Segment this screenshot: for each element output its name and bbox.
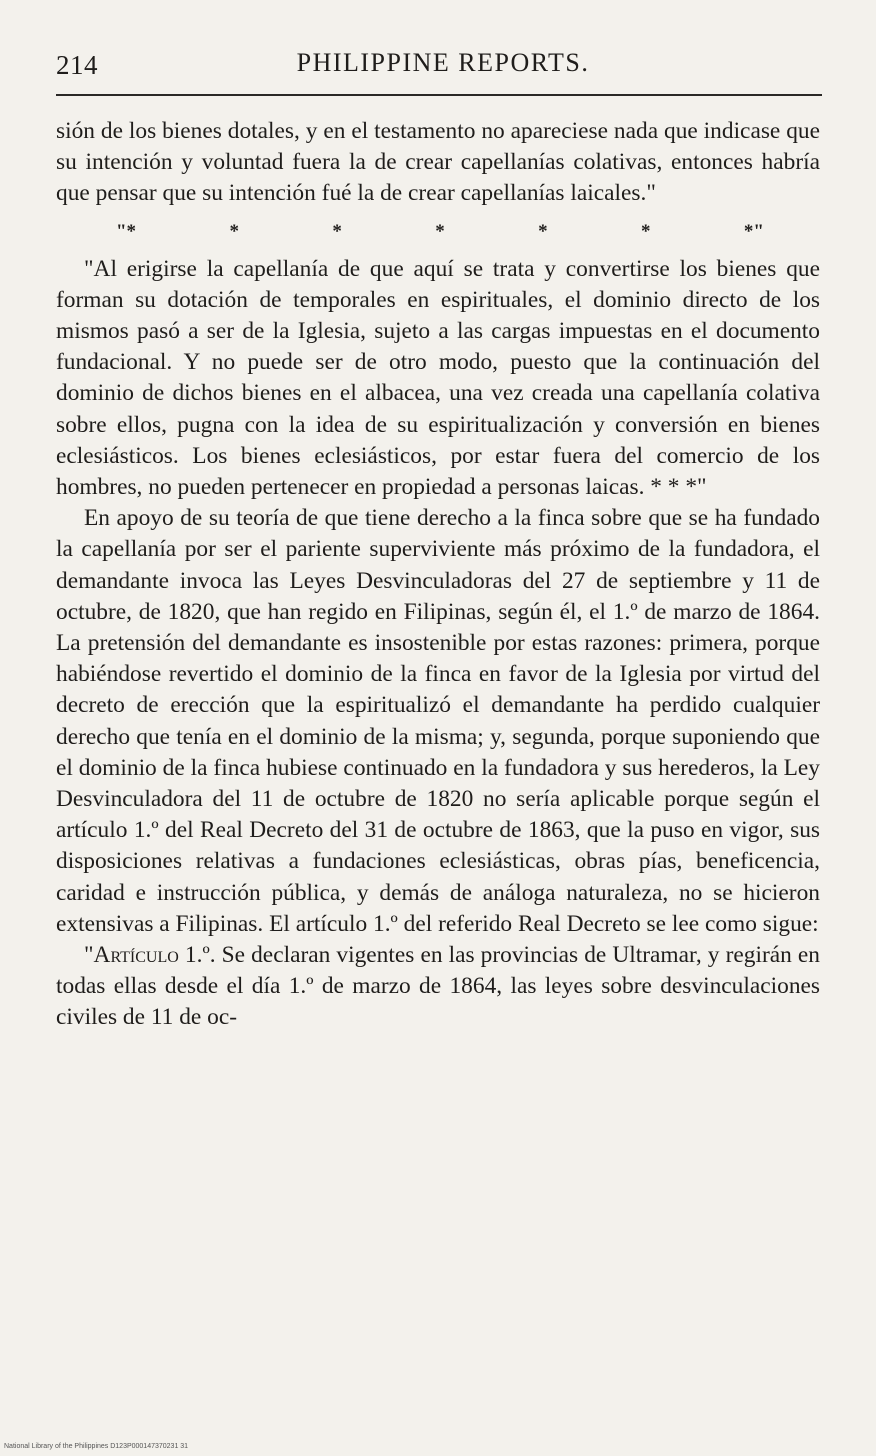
paragraph-continuation: sión de los bienes dotales, y en el testamento no apareciese nada que indicase que su intención y voluntad fuera la de crear capellanías colativas, entonces habría que pensar que su intención fué la de crear capellanías laicales." <box>56 118 820 207</box>
page-number: 214 <box>56 50 98 80</box>
paragraph-decree-quote <box>56 940 820 1034</box>
star-mark: * <box>435 220 445 242</box>
star-mark: *" <box>743 220 764 242</box>
header-rule <box>56 94 822 96</box>
star-mark: * <box>641 220 651 242</box>
paragraph-argument: En apoyo de su teoría de que tiene derecho a la finca sobre que se ha fundado la capellanía por ser el pariente superviviente más próximo de la fundadora, el demandante invoca las Leyes Desvinculadoras del 27 de septiembre y 11 de octubre, de 1820, que han regido en Filipinas, según él, el 1.º de marzo de 1864. La pretensión del demandante es insostenible por estas razones: primera, porque habiéndose revertido el dominio de la finca en favor de la Iglesia por virtud del decreto de erección que la espiritualizó el demandante ha perdido cualquier derecho que tenía en el dominio de la misma; y, segunda, porque suponiendo que el dominio de la finca hubiese continuado en la fundadora y sus herederos, la Ley Desvinculadora del 11 de octubre de 1820 no sería aplicable porque según el artículo 1.º del Real Decreto del 31 de octubre de 1863, que la puso en vigor, sus disposiciones relativas a fundaciones eclesiásticas, obras pías, beneficencia, caridad e instrucción pública, y demás de análoga naturaleza, no se hicieron extensivas a Filipinas. El artículo 1.º del referido Real Decreto se lee como sigue: <box>56 505 820 937</box>
ellipsis-stars <box>56 210 820 254</box>
paragraph-quote-capellania: "Al erigirse la capellanía de que aquí se trata y convertirse los bienes que forman su dotación de temporales en espirituales, el dominio directo de los mismos pasó a ser de la Iglesia, sujeto a las cargas impuestas en el documento fundacional. Y no puede ser de otro modo, puesto que la continuación del dominio de dichos bienes en el albacea, una vez creada una capellanía colativa sobre ellos, pugna con la idea de su espiritualización y conversión en bienes eclesiásticos. Los bienes eclesiásticos, por estar fuera del comercio de los hombres, no pueden pertenecer en propiedad a personas laicas. * * *" <box>56 255 820 501</box>
page-body <box>56 116 820 1034</box>
running-title: PHILIPPINE REPORTS. <box>296 48 590 77</box>
star-mark: * <box>538 220 548 242</box>
star-mark: "* <box>116 220 137 242</box>
article-text: Se declaran vigentes en las provincias de Ultramar, y regirán en todas ellas desde el día 1.º de marzo de 1864, las leyes sobre desvinculaciones civiles de 11 de oc- <box>56 942 820 1031</box>
star-mark: * <box>229 220 239 242</box>
article-lead: "Artículo 1.º. <box>84 942 216 969</box>
star-mark: * <box>332 220 342 242</box>
scan-source-footer: National Library of the Philippines D123P000147370231 31 <box>4 1443 189 1450</box>
